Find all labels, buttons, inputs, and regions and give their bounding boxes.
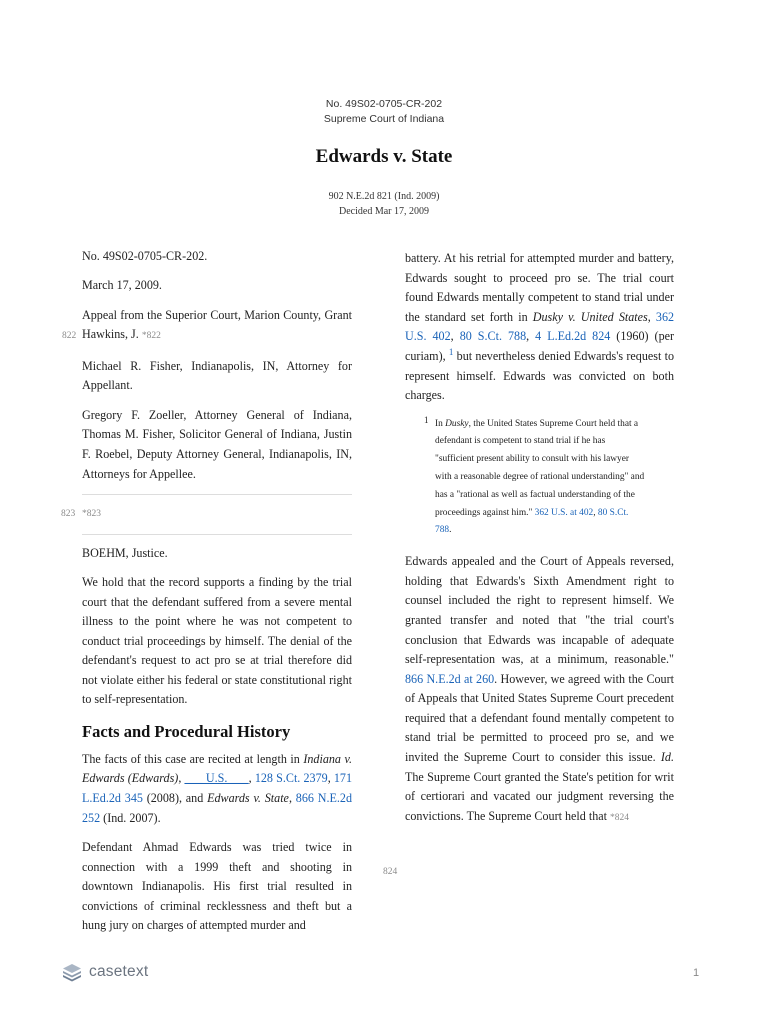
appeal-history-paragraph: Edwards appealed and the Court of Appeals reversed, holding that Edwards's Sixth Amendment right to counsel included the right to represent himself. We granted transfer and noted that "the trial court's conclusion that Edwards was incapable of adequate self-representation was, at a minimum, reasonable." 866 N.E.2d at 260. However, we agreed with the Court of Appeals that United States Supreme Court precedent required that a defendant found mentally competent to stand trial be permitted to proceed pro se, and we invited the Supreme Court to consider this issue. Id. The Supreme Court granted the State's petition for writ of certiorari and vacated our judgment reversing the convictions. The Supreme Court held that *824	[405, 554, 674, 823]
citation-link-sct-788[interactable]: 80 S.Ct. 788	[459, 329, 527, 344]
brand-name: casetext	[89, 963, 149, 980]
citation-link-sct-2379[interactable]: 128 S.Ct. 2379	[254, 771, 328, 786]
appellant-counsel: Michael R. Fisher, Indianapolis, IN, Attorney for Appellant.	[82, 358, 352, 393]
footnote-citation-us-402[interactable]: 362 U.S. at 402	[534, 507, 594, 518]
margin-page-823: 823	[61, 509, 76, 519]
section-heading: Facts and Procedural History	[82, 721, 291, 741]
justice-name: BOEHM, Justice.	[82, 545, 168, 560]
left-column	[82, 247, 352, 946]
page-number: 1	[693, 967, 700, 979]
defendant-paragraph: Defendant Ahmad Edwards was tried twice in connection with a 1999 theft and shooting in downtown Indianapolis. His first trial resulted in convictions of criminal recklessness and theft but a hung jury on charges of attempted murder and	[82, 840, 352, 933]
holding-paragraph: We hold that the record supports a finding by the trial court that the defendant suffered from a severe mental illness to the point where he was not competent to conduct trial proceedings by himself. The denial of the defendant's request to act pro se at trial therefore did not violate either his federal or state constitutional right to self-representation.	[82, 574, 352, 707]
appellee-counsel: Gregory F. Zoeller, Attorney General of Indiana, Thomas M. Fisher, Solicitor General of Indiana, Justin F. Roebel, Deputy Attorney General, Indianapolis, IN, Attorneys for Appellee.	[82, 407, 352, 481]
footnote-citation-sct-788[interactable]: 80 S.Ct. 788	[435, 507, 629, 536]
decided-date: Decided Mar 17, 2009	[339, 206, 429, 217]
retrial-paragraph: battery. At his retrial for attempted murder and battery, Edwards sought to proceed pro se. The trial court found Edwards mentally competent to stand trial under the standard set forth in Dusky v. United States, 362 U.S. 402, 80 S.Ct. 788, 4 L.Ed.2d 824 (1960) (per curiam), $^1$ but nevertheless denied Edwards's request to represent himself. Edwards was convicted on both charges.	[405, 251, 675, 403]
stack-layers-icon	[61, 962, 83, 982]
citation-link-ne-252[interactable]: 866 N.E.2d 252	[82, 791, 352, 825]
margin-page-822: 822	[62, 331, 77, 341]
appeal-paragraph	[82, 306, 352, 347]
facts-paragraph: The facts of this case are recited at length in Indiana v. Edwards (Edwards), ___ U.S. ___, 128 S.Ct. 2379, 171 L.Ed.2d 345 (2008), and Edwards v. State, 866 N.E.2d 252 (Ind. 2007).	[82, 751, 353, 825]
footnote-1: 1 In Dusky, the United States Supreme Court held that a defendant is competent to stand trial if he has "sufficient present ability to consult with his lawyer with a reasonable degree of rational understanding" and has a "rational as well as factual understanding of the proceedings against him." 362 U.S. at 402, 80 S.Ct. 788.	[435, 416, 645, 541]
docket-line: No. 49S02-0705-CR-202.	[82, 249, 208, 263]
appeal-text: Appeal from the Superior Court, Marion County, Grant Hawkins, J.	[82, 307, 352, 342]
page-title: Edwards v. State	[315, 146, 453, 167]
citation-link-us-402[interactable]: 362 U.S. 402	[405, 309, 675, 344]
divider-bottom	[82, 534, 352, 535]
citation-link-ne-260[interactable]: 866 N.E.2d at 260	[405, 671, 495, 686]
citation-link-us[interactable]: ___ U.S. ___	[184, 771, 249, 786]
pin-cite-824: *824	[610, 812, 629, 823]
pin-cite-822: *822	[141, 331, 161, 342]
footnote-1-link[interactable]: 1	[448, 346, 454, 357]
pin-cite-823: *823	[82, 508, 101, 519]
margin-page-824: 824	[383, 867, 398, 877]
casetext-logo[interactable]	[61, 962, 148, 982]
court-name: Supreme Court of Indiana	[323, 113, 445, 125]
decision-date: March 17, 2009.	[82, 278, 162, 293]
footnote-mark: 1	[424, 414, 429, 425]
case-citation: 902 N.E.2d 821 (Ind. 2009)	[328, 191, 440, 202]
citation-link-led-824[interactable]: 4 L.Ed.2d 824	[535, 329, 611, 344]
citation-link-led-345[interactable]: 171 L.Ed.2d 345	[82, 771, 353, 806]
right-column	[405, 249, 674, 838]
case-number: No. 49S02-0705-CR-202	[325, 98, 443, 110]
